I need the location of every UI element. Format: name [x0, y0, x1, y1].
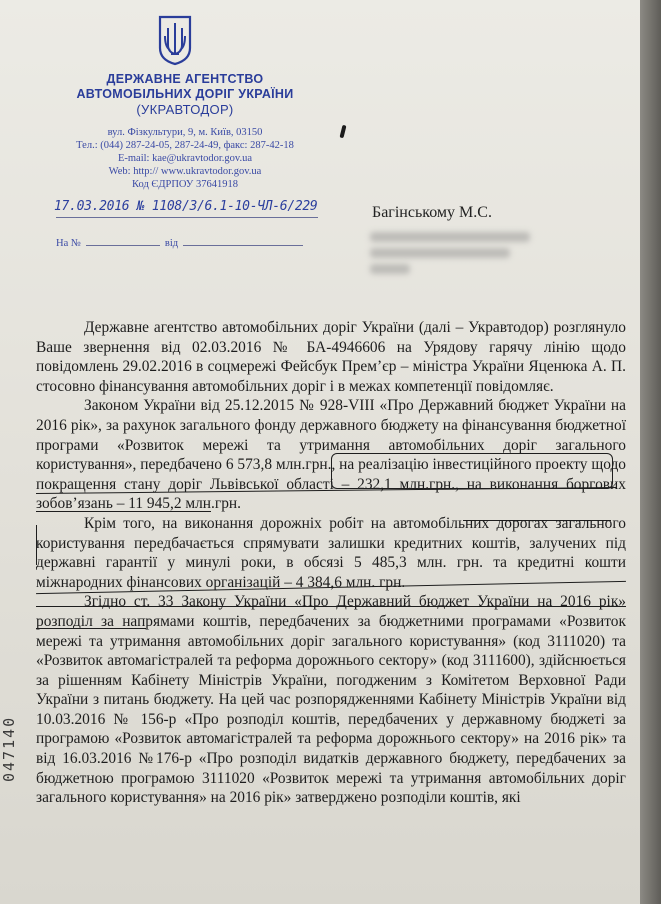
- org-website: Web: http:// www.ukravtodor.gov.ua: [108, 166, 262, 177]
- pen-underline: [36, 511, 211, 512]
- ref-number-label: На №: [56, 238, 81, 249]
- pen-underline: [36, 628, 146, 629]
- ref-date-label: від: [164, 238, 179, 249]
- pen-margin-bracket: [36, 525, 41, 565]
- outgoing-number-line: [56, 217, 318, 218]
- org-name-line2: АВТОМОБІЛЬНИХ ДОРІГ УКРАЇНИ: [76, 87, 294, 101]
- pen-underline: [463, 520, 611, 521]
- contact-block: [40, 126, 330, 191]
- pen-circled-program-name: [331, 453, 613, 489]
- letter-body: [36, 318, 626, 808]
- side-stamp-number: 047140: [0, 715, 18, 782]
- org-name-line1: ДЕРЖАВНЕ АГЕНТСТВО: [106, 72, 264, 86]
- org-email: E-mail: kae@ukravtodor.gov.ua: [117, 153, 253, 164]
- ref-date-blank: [183, 245, 303, 246]
- redacted-address-line: [370, 248, 510, 258]
- org-phones: Тел.: (044) 287-24-05, 287-24-49, факс: 287-42-18: [76, 140, 294, 151]
- redacted-address-line: [370, 232, 530, 242]
- org-edrpou-code: Код ЄДРПОУ 37641918: [132, 179, 238, 190]
- redacted-address-line: [370, 264, 410, 274]
- addressee-name: Багінському М.С.: [372, 204, 492, 221]
- outgoing-date-number: 17.03.2016 № 1108/3/6.1-10-ЧЛ-6/229: [54, 199, 318, 214]
- body-paragraph-4: Згідно ст. 33 Закону України «Про Державний бюджет України на 2016 рік» розподіл за напрямами коштів, передбачених за бюджетними програмами «Розвиток мережі та утримання автомобільних доріг загального користування» (код 3111020) та «Розвиток автомагістралей та реформа дорожнього сектору» (код 3111600), здійснюється за рішенням Кабінету Міністрів України, погодженим з Комітетом Верховної Ради України з питань бюджету. На цей час розпорядженнями Кабінету Міністрів України від 10.03.2016 № 156-р «Про розподіл коштів, передбачених у державному бюджеті за програмою «Розвиток автомагістралей та реформа дорожнього сектору» на 2016 рік» та від 16.03.2016 №176-р «Про розподіл видатків державного бюджету, передбачених за бюджетною програмою 3111020 «Розвиток мережі та утримання автомобільних доріг загального користування» на 2016 рік» затверджено розподіли коштів, які: [36, 593, 626, 807]
- trident-coat-of-arms-icon: [157, 14, 193, 66]
- ref-number-blank: [86, 245, 160, 246]
- pen-underline: [36, 606, 626, 607]
- page-edge-shadow: [640, 0, 661, 904]
- reference-field: [56, 238, 303, 249]
- body-paragraph-3: Крім того, на виконання дорожніх робіт на автомобільних дорогах загального користування передбачається спрямувати залишки кредитних коштів, залучених під державні гарантії у минулі роки, в обсязі 5 485,3 млн. грн. та кредитні кошти міжнародних фінансових організацій – 4 384,6 млн. грн.: [36, 514, 626, 591]
- body-paragraph-1: Державне агентство автомобільних доріг України (далі – Укравтодор) розглянуло Ваше звернення від 02.03.2016 № БА-4946606 на Урядову гарячу лінію щодо повідомлень 29.02.2016 в соцмережі Фейсбук Прем’єр – міністра України Яценюка А. П. стосовно фінансування автомобільних доріг і в межах компетенції повідомляє.: [36, 319, 626, 395]
- org-address: вул. Фізкультури, 9, м. Київ, 03150: [107, 127, 263, 138]
- pen-mark: [339, 125, 346, 139]
- organization-name: [60, 72, 310, 117]
- body-paragraph-2: Законом України від 25.12.2015 № 928-VIII «Про Державний бюджет України на 2016 рік», за рахунок загального фонду державного бюджету на фінансування бюджетної програми «Розвиток мережі та утримання автомобільних доріг загального користування», передбачено 6 573,8 млн.грн., на реалізацію інвестиційного проекту щодо покращення стану доріг Львівської області – 232,1 млн.грн., на виконання боргових зобов’язань – 11 945,2 млн.грн.: [36, 397, 626, 513]
- org-abbreviation: (УКРАВТОДОР): [136, 102, 234, 117]
